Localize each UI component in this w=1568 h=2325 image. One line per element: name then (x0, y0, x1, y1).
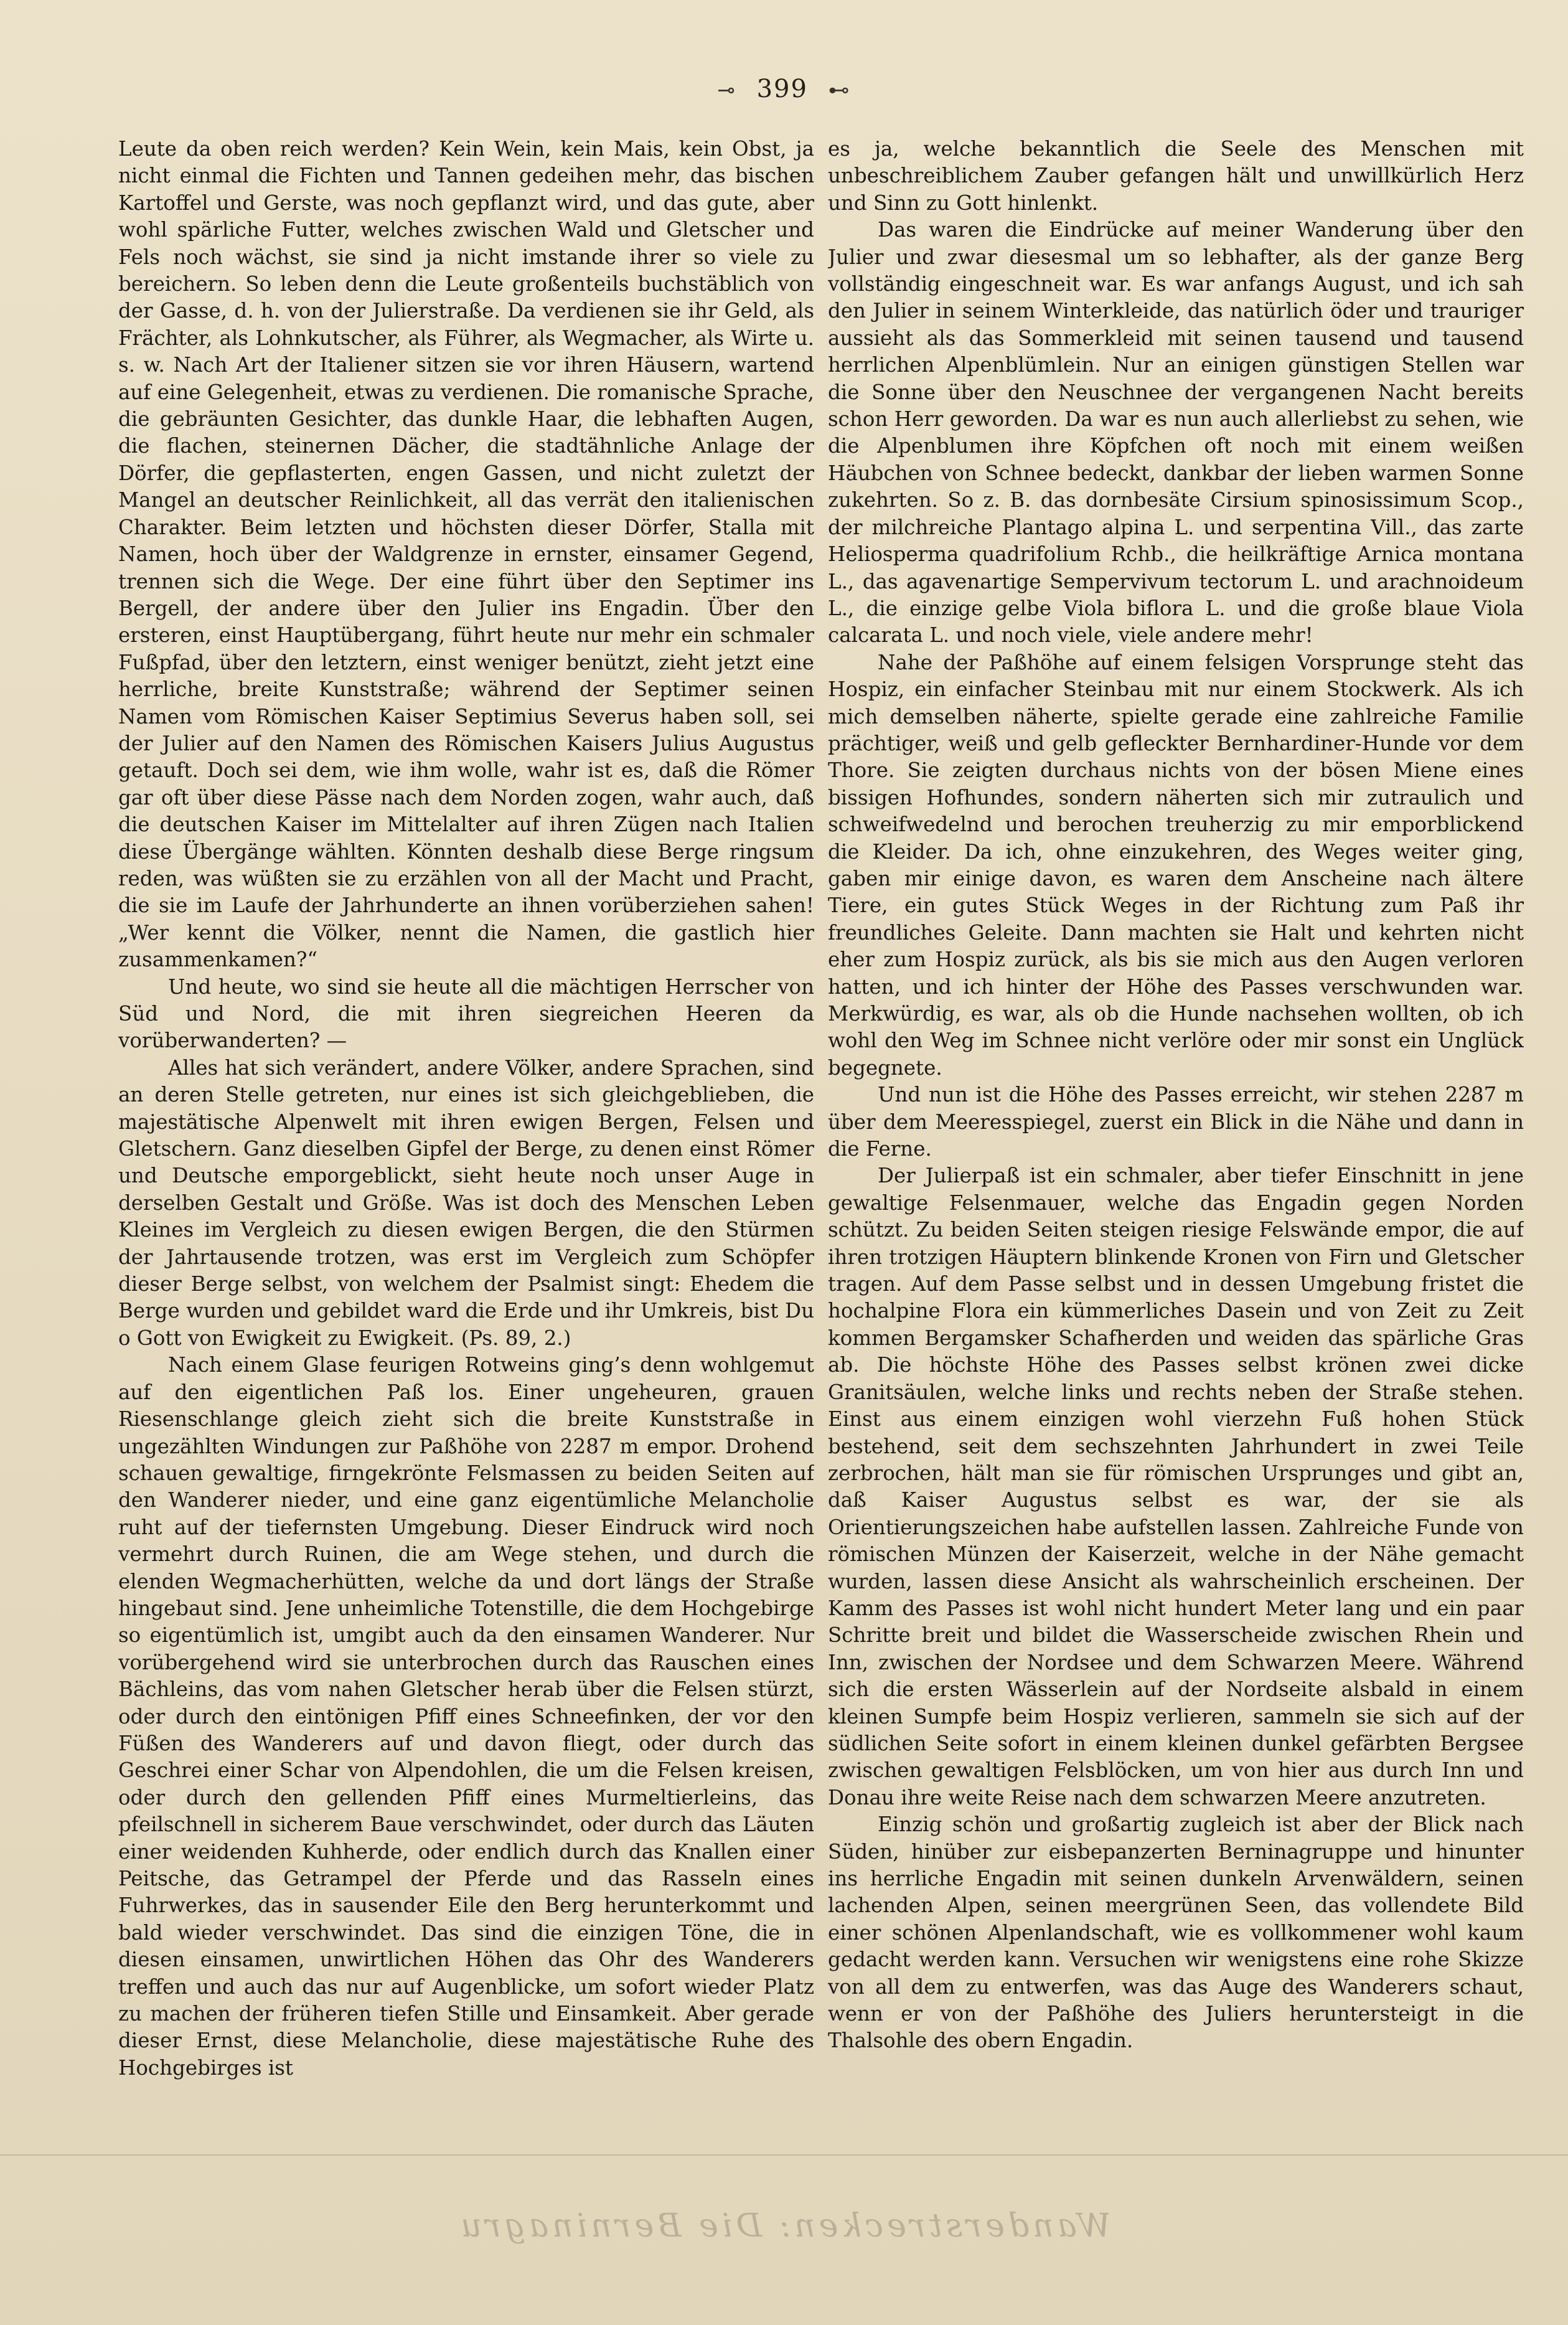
paragraph: Alles hat sich verändert, andere Völker, andere Sprachen, sind an deren Stelle getreten, nur eines ist sich gleichgeblieben, die majestätische Alpenwelt mit ihren ewigen Bergen, Felsen und Gletschern. Ganz dieselben Gipfel der Berge, zu denen einst Römer und Deutsche emporgeblickt, sieht heute noch unser Auge in derselben Gestalt und Größe. Was ist doch des Menschen Leben Kleines im Vergleich zu diesen ewigen Bergen, die den Stürmen der Jahrtausende trotzen, was erst im Vergleich zum Schöpfer dieser Berge selbst, von welchem der Psalmist singt: Ehedem die Berge wurden und gebildet ward die Erde und ihr Umkreis, bist Du o Gott von Ewigkeit zu Ewigkeit. (Ps. 89, 2.) (118, 1055, 814, 1350)
right-column (828, 136, 1524, 2116)
page-edge-line (0, 2154, 1568, 2156)
paragraph: es ja, welche bekanntlich die Seele des Menschen mit unbeschreiblichem Zauber gefangen hält und unwillkürlich Herz und Sinn zu Gott hinlenkt. (828, 137, 1524, 215)
paragraph: Und nun ist die Höhe des Passes erreicht, wir stehen 2287 m über dem Meeresspiegel, zuerst ein Blick in die Nähe und dann in die Ferne. (828, 1083, 1524, 1161)
paragraph: Das waren die Eindrücke auf meiner Wanderung über den Julier und zwar diesesmal um so lebhafter, als der ganze Berg vollständig eingeschneit war. Es war anfangs August, und ich sah den Julier in seinem Winterkleide, das natürlich öder und trauriger aussieht als das Sommerkleid mit seinen tausend und tausend herrlichen Alpenblümlein. Nur an einigen günstigen Stellen war die Sonne über den Neuschnee der vergangenen Nacht bereits schon Herr geworden. Da war es nun auch allerliebst zu sehen, wie die Alpenblumen ihre Köpfchen oft noch mit einem weißen Häubchen von Schnee bedeckt, dankbar der lieben warmen Sonne zukehrten. So z. B. das dornbesäte Cirsium spinosissimum Scop., der milchreiche Plantago alpina L. und serpentina Vill., das zarte Heliosperma quadrifolium Rchb., die heilkräftige Arnica montana L., das agavenartige Sempervivum tectorum L. und arachnoideum L., die einzige gelbe Viola biflora L. und die große blaue Viola calcarata L. und noch viele, viele andere mehr! (828, 218, 1524, 648)
page-header (0, 75, 1568, 103)
ornament-right-icon: ⊷ (828, 78, 851, 103)
ornament-left-icon: ⊸ (717, 78, 736, 103)
left-column (118, 136, 814, 2116)
page-number: 399 (756, 75, 808, 103)
paragraph: Leute da oben reich werden? Kein Wein, kein Mais, kein Obst, ja nicht einmal die Fichten und Tannen gedeihen mehr, das bischen Kartoffel und Gerste, was noch gepflanzt wird, und das gute, aber wohl spärliche Futter, welches zwischen Wald und Gletscher und Fels noch wächst, sie sind ja nicht imstande ihrer so viele zu bereichern. So leben denn die Leute großenteils buchstäblich von der Gasse, d. h. von der Julierstraße. Da verdienen sie ihr Geld, als Frächter, als Lohnkutscher, als Führer, als Wegmacher, als Wirte u. s. w. Nach Art der Italiener sitzen sie vor ihren Häusern, wartend auf eine Gelegenheit, etwas zu verdienen. Die romanische Sprache, die gebräunten Gesichter, das dunkle Haar, die lebhaften Augen, die flachen, steinernen Dächer, die stadtähnliche Anlage der Dörfer, die gepflasterten, engen Gassen, und nicht zuletzt der Mangel an deutscher Reinlichkeit, all das verrät den italienischen Charakter. Beim letzten und höchsten dieser Dörfer, Stalla mit Namen, hoch über der Waldgrenze in ernster, einsamer Gegend, trennen sich die Wege. Der eine führt über den Septimer ins Bergell, der andere über den Julier ins Engadin. Über den ersteren, einst Hauptübergang, führt heute nur mehr ein schmaler Fußpfad, über den letztern, einst weniger benützt, zieht jetzt eine herrliche, breite Kunststraße; während der Septimer seinen Namen vom Römischen Kaiser Septimius Severus haben soll, sei der Julier auf den Namen des Römischen Kaisers Julius Augustus getauft. Doch sei dem, wie ihm wolle, wahr ist es, daß die Römer gar oft über diese Pässe nach dem Norden zogen, wahr auch, daß die deutschen Kaiser im Mittelalter auf ihren Zügen nach Italien diese Übergänge wählten. Könnten deshalb diese Berge ringsum reden, was wüßten sie zu erzählen von all der Macht und Pracht, die sie im Laufe der Jahrhunderte an ihnen vorüberziehen sahen! „Wer kennt die Völker, nennt die Namen, die gastlich hier zusammenkamen?“ (118, 137, 814, 972)
paragraph: Nach einem Glase feurigen Rotweins ging’s denn wohlgemut auf den eigentlichen Paß los. Einer ungeheuren, grauen Riesenschlange gleich zieht sich die breite Kunststraße in ungezählten Windungen zur Paßhöhe von 2287 m empor. Drohend schauen gewaltige, firngekrönte Felsmassen zu beiden Seiten auf den Wanderer nieder, und eine ganz eigentümliche Melancholie ruht auf der tiefernsten Umgebung. Dieser Eindruck wird noch vermehrt durch Ruinen, die am Wege stehen, und durch die elenden Wegmacherhütten, welche da und dort längs der Straße hingebaut sind. Jene unheimliche Totenstille, die dem Hochgebirge so eigentümlich ist, umgibt auch da den einsamen Wanderer. Nur vorübergehend wird sie unterbrochen durch das Rauschen eines Bächleins, das vom nahen Gletscher herab über die Felsen stürzt, oder durch den eintönigen Pfiff eines Schneefinken, der vor den Füßen des Wanderers auf und davon fliegt, oder durch das Geschrei einer Schar von Alpendohlen, die um die Felsen kreisen, oder durch den gellenden Pfiff eines Murmeltierleins, das pfeilschnell in sicherem Baue verschwindet, oder durch das Läuten einer weidenden Kuhherde, oder endlich durch das Knallen einer Peitsche, das Getrampel der Pferde und das Rasseln eines Fuhrwerkes, das in sausender Eile den Berg herunterkommt und bald wieder verschwindet. Das sind die einzigen Töne, die in diesen einsamen, unwirtlichen Höhen das Ohr des Wanderers treffen und auch das nur auf Augenblicke, um sofort wieder Platz zu machen der früheren tiefen Stille und Einsamkeit. Aber gerade dieser Ernst, diese Melancholie, diese majestätische Ruhe des Hochgebirges ist (118, 1353, 814, 2080)
paragraph: Nahe der Paßhöhe auf einem felsigen Vorsprunge steht das Hospiz, ein einfacher Steinbau mit nur einem Stockwerk. Als ich mich demselben näherte, spielte gerade eine zahlreiche Familie prächtiger, weiß und gelb gefleckter Bernhardiner-Hunde vor dem Thore. Sie zeigten durchaus nichts von der bösen Miene eines bissigen Hofhundes, sondern näherten sich mir zutraulich und schweifwedelnd und berochen treuherzig zu mir emporblickend die Kleider. Da ich, ohne einzukehren, des Weges weiter ging, gaben mir einige davon, es waren dem Anscheine nach ältere Tiere, ein gutes Stück Weges in der Richtung zum Paß ihr freundliches Geleite. Dann machten sie Halt und kehrten nicht eher zum Hospiz zurück, als bis sie mich aus den Augen verloren hatten, und ich hinter der Höhe des Passes verschwunden war. Merkwürdig, es war, als ob die Hunde nachsehen wollten, ob ich wohl den Weg im Schnee nicht verlöre oder mir sonst ein Unglück begegnete. (828, 650, 1524, 1080)
bleed-through-text: Wanderstrecken: Die Berninagru (457, 2207, 1111, 2245)
paragraph: Der Julierpaß ist ein schmaler, aber tiefer Einschnitt in jene gewaltige Felsenmauer, welche das Engadin gegen Norden schützt. Zu beiden Seiten steigen riesige Felswände empor, die auf ihren trotzigen Häuptern blinkende Kronen von Firn und Gletscher tragen. Auf dem Passe selbst und in dessen Umgebung fristet die hochalpine Flora ein kümmerliches Dasein und von Zeit zu Zeit kommen Bergamsker Schafherden und weiden das spärliche Gras ab. Die höchste Höhe des Passes selbst krönen zwei dicke Granitsäulen, welche links und rechts neben der Straße stehen. Einst aus einem einzigen wohl vierzehn Fuß hohen Stück bestehend, seit dem sechszehnten Jahrhundert in zwei Teile zerbrochen, hält man sie für römischen Ursprunges und gibt an, daß Kaiser Augustus selbst es war, der sie als Orientierungszeichen habe aufstellen lassen. Zahlreiche Funde von römischen Münzen der Kaiserzeit, welche in der Nähe gemacht wurden, lassen diese Ansicht als wahrscheinlich erscheinen. Der Kamm des Passes ist wohl nicht hundert Meter lang und ein paar Schritte breit und bildet die Wasserscheide zwischen Rhein und Inn, zwischen der Nordsee und dem Schwarzen Meere. Während sich die ersten Wässerlein auf der Nordseite alsbald in einem kleinen Sumpfe beim Hospiz verlieren, sammeln sie sich auf der südlichen Seite sofort in einem kleinen dunkel gefärbten Bergsee zwischen gewaltigen Felsblöcken, um von hier aus durch Inn und Donau ihre weite Reise nach dem schwarzen Meere anzutreten. (828, 1164, 1524, 1809)
paragraph: Einzig schön und großartig zugleich ist aber der Blick nach Süden, hinüber zur eisbepanzerten Berninagruppe und hinunter ins herrliche Engadin mit seinen dunkeln Arvenwäldern, seinen lachenden Alpen, seinen meergrünen Seen, das vollendete Bild einer schönen Alpenlandschaft, wie es vollkommener wohl kaum gedacht werden kann. Versuchen wir wenigstens eine rohe Skizze von all dem zu entwerfen, was das Auge des Wanderers schaut, wenn er von der Paßhöhe des Juliers heruntersteigt in die Thalsohle des obern Engadin. (828, 1813, 1524, 2053)
paragraph: Und heute, wo sind sie heute all die mächtigen Herrscher von Süd und Nord, die mit ihren siegreichen Heeren da vorüberwanderten? — (118, 974, 814, 1053)
